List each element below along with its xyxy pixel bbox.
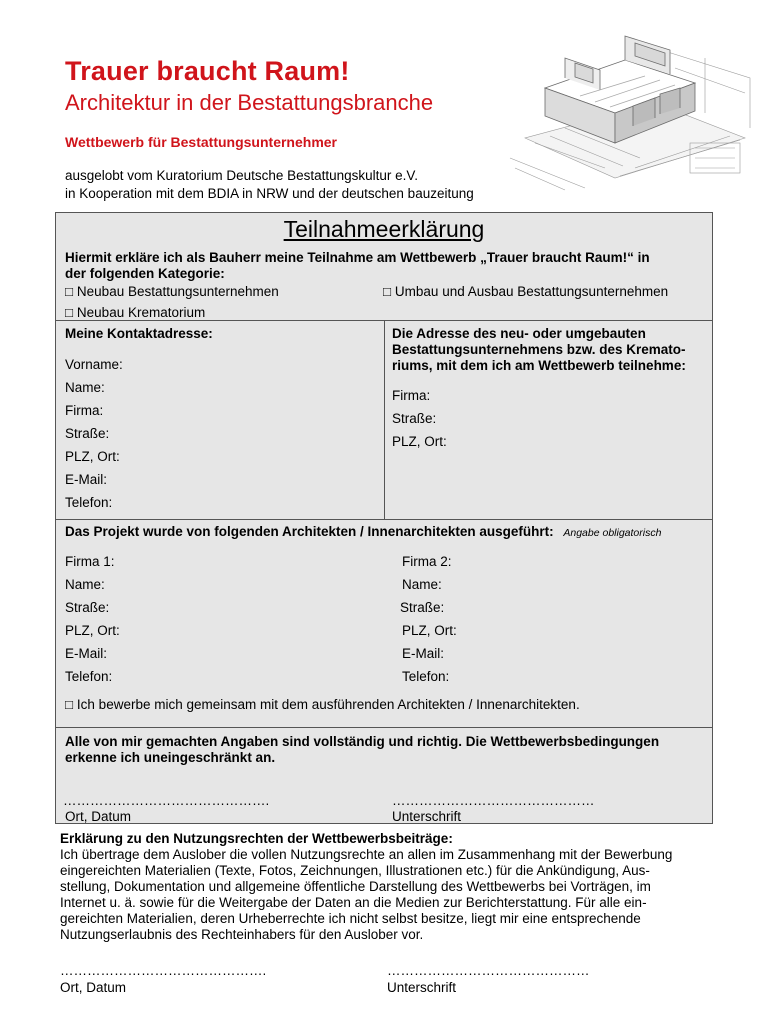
category-label: Neubau Bestattungsunternehmen: [76, 284, 279, 299]
architect1-email-field[interactable]: E-Mail:: [65, 646, 108, 661]
architect2-phone-field[interactable]: Telefon:: [402, 669, 450, 684]
intro-line-1: Hiermit erkläre ich als Bauherr meine Teilnahme am Wettbewerb „Trauer braucht Raum!“ in: [65, 250, 650, 265]
checkbox-icon[interactable]: □: [65, 305, 74, 320]
checkbox-icon[interactable]: □: [383, 284, 392, 299]
category-label: Neubau Krematorium: [76, 305, 206, 320]
checkbox-icon[interactable]: □: [65, 697, 74, 712]
category-umbau-bestattung[interactable]: [383, 284, 668, 299]
rights-signature-line[interactable]: ………………………………………: [387, 963, 590, 978]
category-neubau-bestattung[interactable]: [65, 284, 279, 299]
document-title: Trauer braucht Raum!: [65, 56, 350, 86]
architect2-email-field[interactable]: E-Mail:: [402, 646, 445, 661]
architect2-street-field[interactable]: Straße:: [400, 600, 445, 615]
document-subtitle: Architektur in der Bestattungsbranche: [65, 90, 434, 115]
project-company-field[interactable]: Firma:: [392, 388, 431, 403]
architect2-name-field[interactable]: Name:: [402, 577, 442, 592]
rights-declaration: [60, 831, 720, 943]
signature-label: Unterschrift: [392, 809, 462, 824]
place-date-label: Ort, Datum: [65, 809, 132, 824]
contact-company-field[interactable]: Firma:: [65, 403, 104, 418]
rights-signature-label: Unterschrift: [387, 980, 457, 995]
project-city-field[interactable]: PLZ, Ort:: [392, 434, 447, 449]
divider: [55, 519, 713, 520]
contact-street-field[interactable]: Straße:: [65, 426, 110, 441]
joint-application-label: Ich bewerbe mich gemeinsam mit dem ausführenden Architekten / Innenarchitekten.: [76, 697, 580, 712]
rights-line: Internet u. ä. sowie für die Weitergabe der Daten an die Medien zur Berichterstattung. Für alle ein-: [60, 895, 647, 910]
organizer-line-2: in Kooperation mit dem BDIA in NRW und der deutschen bauzeitung: [65, 186, 474, 201]
organizer-line-1: ausgelobt vom Kuratorium Deutsche Bestattungskultur e.V.: [65, 168, 418, 183]
signature-line[interactable]: ………………………………………: [392, 793, 595, 808]
divider: [55, 727, 713, 728]
architects-heading: Das Projekt wurde von folgenden Architekten / Innenarchitekten ausgeführt: Angabe obligatorisch: [65, 524, 662, 539]
architect1-street-field[interactable]: Straße:: [65, 600, 110, 615]
intro-line-2: der folgenden Kategorie:: [65, 266, 225, 281]
rights-line: eingereichten Materialien (Texte, Fotos, Zeichnungen, Illustrationen etc.) für die Ankündigung, Aus-: [60, 863, 650, 878]
rights-date-line[interactable]: ……………………………………….: [60, 963, 267, 978]
form-heading: Teilnahmeerklärung: [283, 216, 485, 242]
project-street-field[interactable]: Straße:: [392, 411, 437, 426]
architect2-city-field[interactable]: PLZ, Ort:: [402, 623, 457, 638]
mandatory-note: Angabe obligatorisch: [563, 527, 662, 539]
contact-phone-field[interactable]: Telefon:: [65, 495, 113, 510]
joint-application-option[interactable]: [65, 697, 580, 712]
contact-email-field[interactable]: E-Mail:: [65, 472, 108, 487]
contact-heading: Meine Kontaktadresse:: [65, 326, 213, 341]
project-address-heading: Die Adresse des neu- oder umgebauten Bestattungsunternehmens bzw. des Kremato- riums, mit dem ich am Wettbewerb teilnehme:: [392, 326, 686, 373]
contact-firstname-field[interactable]: Vorname:: [65, 357, 123, 372]
category-label: Umbau und Ausbau Bestattungsunternehmen: [394, 284, 669, 299]
date-signature-line[interactable]: ……………………………………….: [63, 793, 270, 808]
rights-line: stellung, Dokumentation und allgemeine öffentliche Darstellung des Wettbewerbs bei Vorträgen, im: [60, 879, 651, 894]
competition-label: Wettbewerb für Bestattungsunternehmer: [65, 134, 337, 150]
organizer-text: [65, 167, 474, 203]
confirm-line-1: Alle von mir gemachten Angaben sind vollständig und richtig. Die Wettbewerbsbedingungen: [65, 734, 660, 749]
category-neubau-krematorium[interactable]: [65, 305, 205, 320]
architect1-company-field[interactable]: Firma 1:: [65, 554, 115, 569]
contact-city-field[interactable]: PLZ, Ort:: [65, 449, 120, 464]
rights-line: gereichten Materialien, deren Urheberrechte ich nicht selbst besitze, liegt mir eine entsprechende: [60, 911, 641, 926]
architect1-city-field[interactable]: PLZ, Ort:: [65, 623, 120, 638]
architect2-company-field[interactable]: Firma 2:: [402, 554, 452, 569]
rights-place-date-label: Ort, Datum: [60, 980, 127, 995]
rights-heading: Erklärung zu den Nutzungsrechten der Wettbewerbsbeiträge:: [60, 831, 453, 846]
confirm-line-2: erkenne ich uneingeschränkt an.: [65, 750, 276, 765]
architecture-model-image: [505, 18, 755, 196]
rights-line: Nutzungserlaubnis des Rechteinhabers für den Auslober vor.: [60, 927, 424, 942]
architect1-name-field[interactable]: Name:: [65, 577, 105, 592]
contact-name-field[interactable]: Name:: [65, 380, 105, 395]
rights-line: Ich übertrage dem Auslober die vollen Nutzungsrechte an allen im Zusammenhang mit der Bewerbung: [60, 847, 673, 862]
checkbox-icon[interactable]: □: [65, 284, 74, 299]
architect1-phone-field[interactable]: Telefon:: [65, 669, 113, 684]
column-divider: [384, 320, 385, 520]
